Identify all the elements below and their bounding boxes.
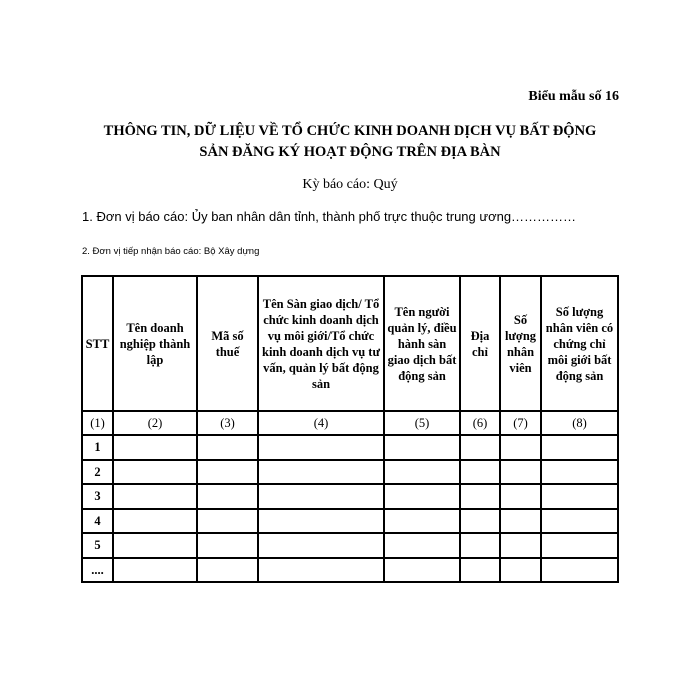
table-cell bbox=[197, 509, 258, 534]
table-row bbox=[82, 558, 618, 583]
table-cell bbox=[541, 484, 618, 509]
table-cell bbox=[460, 509, 500, 534]
table-cell bbox=[258, 460, 384, 485]
table-cell bbox=[460, 558, 500, 583]
row-index: 2 bbox=[82, 460, 113, 485]
row-index: 3 bbox=[82, 484, 113, 509]
column-number: (3) bbox=[197, 411, 258, 435]
form-number: Biểu mẫu số 16 bbox=[528, 89, 619, 104]
table-cell bbox=[113, 509, 197, 534]
table-row bbox=[82, 509, 618, 534]
header-exchange-name: Tên Sàn giao dịch/ Tổ chức kinh doanh dịch vụ môi giới/Tổ chức kinh doanh dịch vụ tư vấn, quản lý bất động sản bbox=[258, 276, 384, 411]
table-cell bbox=[113, 435, 197, 460]
table-cell bbox=[460, 533, 500, 558]
table-cell bbox=[500, 558, 541, 583]
column-number: (5) bbox=[384, 411, 460, 435]
reporting-unit: 1. Đơn vị báo cáo: Ủy ban nhân dân tỉnh, thành phố trực thuộc trung ương…………… bbox=[82, 209, 577, 224]
table-cell bbox=[197, 484, 258, 509]
column-number-row bbox=[82, 411, 618, 435]
table-cell bbox=[384, 435, 460, 460]
title-line-2: SẢN ĐĂNG KÝ HOẠT ĐỘNG TRÊN ĐỊA BÀN bbox=[199, 144, 501, 160]
table-cell bbox=[541, 533, 618, 558]
table-cell bbox=[113, 558, 197, 583]
table-cell bbox=[500, 533, 541, 558]
column-number: (1) bbox=[82, 411, 113, 435]
header-address: Địa chỉ bbox=[460, 276, 500, 411]
table-cell bbox=[258, 558, 384, 583]
table-cell bbox=[258, 509, 384, 534]
receiving-unit: 2. Đơn vị tiếp nhận báo cáo: Bộ Xây dựng bbox=[82, 246, 260, 257]
table-row bbox=[82, 484, 618, 509]
table-cell bbox=[197, 460, 258, 485]
table-cell bbox=[384, 484, 460, 509]
table-cell bbox=[541, 558, 618, 583]
header-row bbox=[82, 276, 618, 411]
header-manager-name: Tên người quản lý, điều hành sàn giao dịch bất động sản bbox=[384, 276, 460, 411]
table-cell bbox=[113, 533, 197, 558]
table-cell bbox=[197, 435, 258, 460]
table-cell bbox=[460, 435, 500, 460]
table-row bbox=[82, 460, 618, 485]
table-cell bbox=[384, 558, 460, 583]
document-title bbox=[80, 121, 620, 163]
header-certified-staff-count: Số lượng nhân viên có chứng chỉ môi giới bất động sản bbox=[541, 276, 618, 411]
table-row bbox=[82, 435, 618, 460]
report-table bbox=[81, 275, 619, 583]
column-number: (2) bbox=[113, 411, 197, 435]
header-staff-count: Số lượng nhân viên bbox=[500, 276, 541, 411]
title-line-1: THÔNG TIN, DỮ LIỆU VỀ TỔ CHỨC KINH DOANH DỊCH VỤ BẤT ĐỘNG bbox=[103, 123, 597, 139]
column-number: (8) bbox=[541, 411, 618, 435]
table-cell bbox=[197, 558, 258, 583]
table-cell bbox=[460, 484, 500, 509]
table-cell bbox=[541, 435, 618, 460]
column-number: (6) bbox=[460, 411, 500, 435]
table-cell bbox=[500, 484, 541, 509]
table-cell bbox=[541, 509, 618, 534]
table-cell bbox=[500, 509, 541, 534]
row-index: .... bbox=[82, 558, 113, 583]
column-number: (7) bbox=[500, 411, 541, 435]
row-index: 5 bbox=[82, 533, 113, 558]
table-cell bbox=[541, 460, 618, 485]
table-cell bbox=[258, 533, 384, 558]
row-index: 4 bbox=[82, 509, 113, 534]
table-cell bbox=[113, 484, 197, 509]
table-cell bbox=[197, 533, 258, 558]
table-cell bbox=[258, 484, 384, 509]
table-cell bbox=[384, 533, 460, 558]
table-cell bbox=[500, 460, 541, 485]
row-index: 1 bbox=[82, 435, 113, 460]
table-cell bbox=[258, 435, 384, 460]
column-number: (4) bbox=[258, 411, 384, 435]
table-cell bbox=[384, 509, 460, 534]
report-period: Kỳ báo cáo: Quý bbox=[302, 177, 398, 192]
table-cell bbox=[500, 435, 541, 460]
header-stt: STT bbox=[82, 276, 113, 411]
table-cell bbox=[384, 460, 460, 485]
header-company-name: Tên doanh nghiệp thành lập bbox=[113, 276, 197, 411]
table-cell bbox=[460, 460, 500, 485]
table-cell bbox=[113, 460, 197, 485]
header-tax-code: Mã số thuế bbox=[197, 276, 258, 411]
table-row bbox=[82, 533, 618, 558]
